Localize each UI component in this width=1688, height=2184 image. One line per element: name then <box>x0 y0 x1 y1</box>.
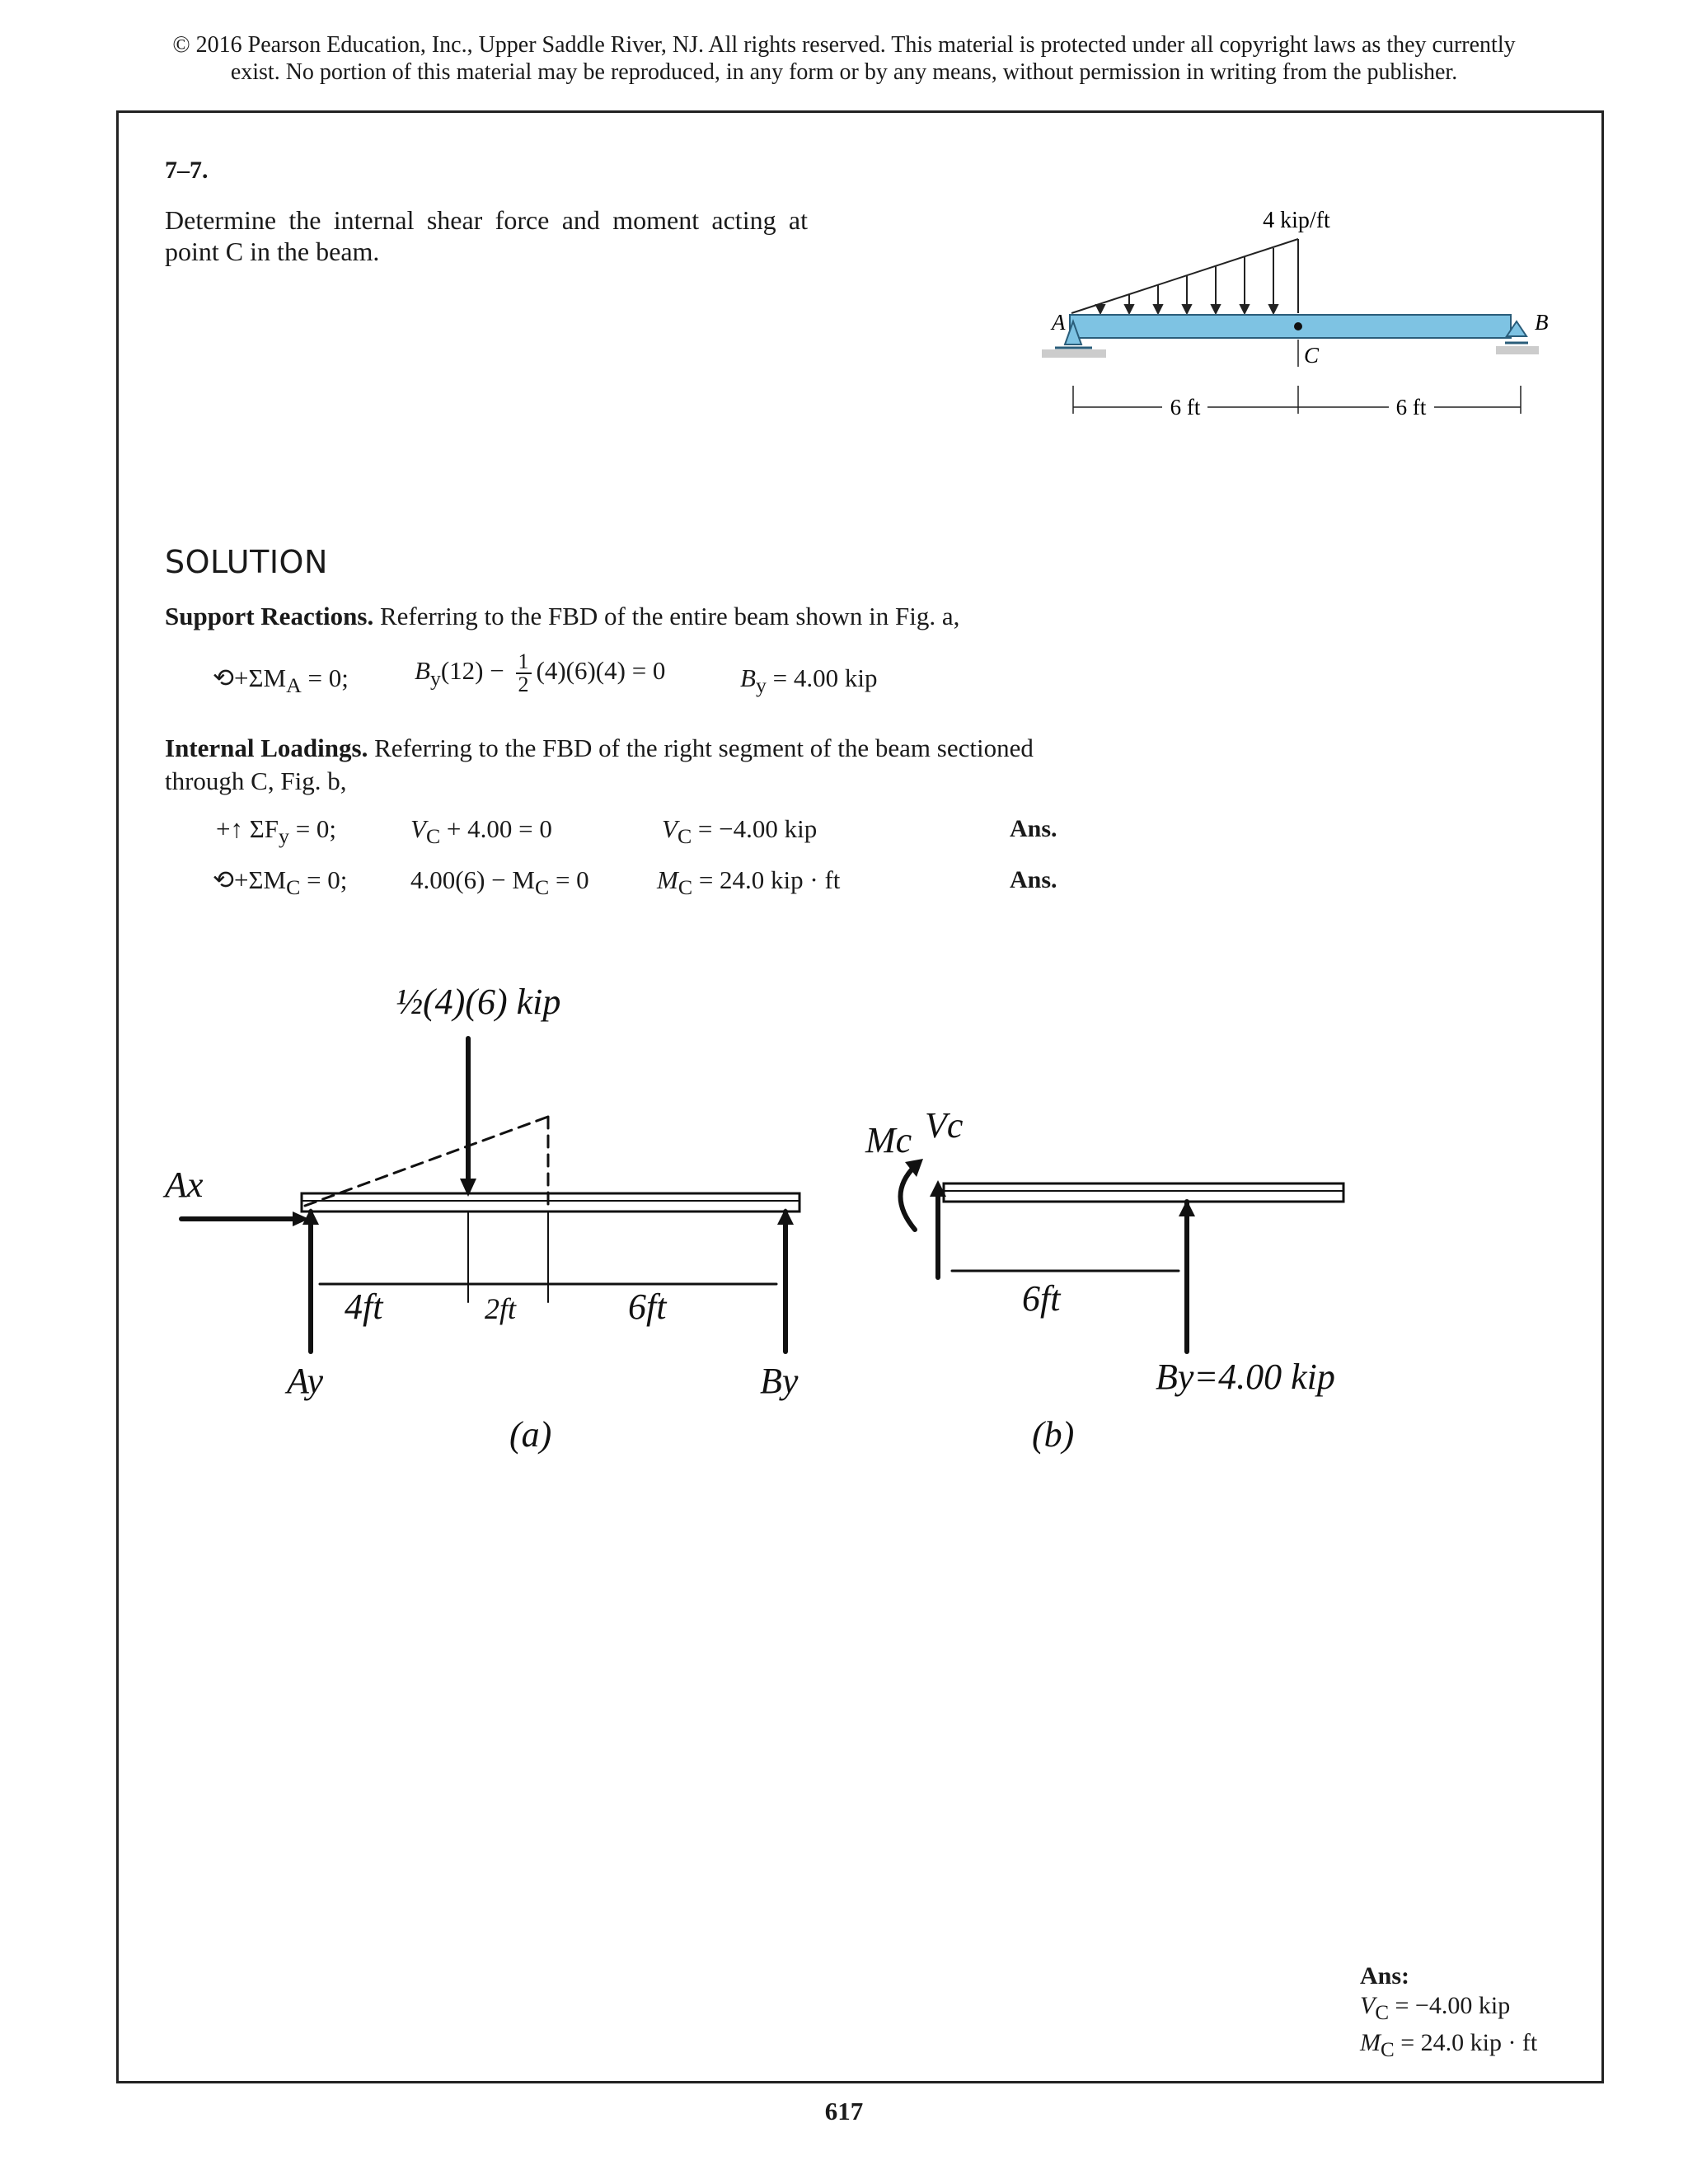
by-label-a: By <box>760 1361 799 1401</box>
internal-loadings-title: Internal Loadings. <box>165 733 368 762</box>
dim-6ft-b: 6ft <box>1022 1278 1061 1319</box>
label-c: C <box>1304 343 1320 368</box>
ground-a <box>1042 349 1106 358</box>
point-c-marker <box>1294 322 1302 330</box>
caption-b: (b) <box>1032 1414 1075 1455</box>
load-envelope <box>1071 239 1298 313</box>
answer-mc: $M_C = 24.0$ kip · ft <box>1360 2029 1538 2061</box>
equation-mc-body: $4.00(6) - M_C = 0$ <box>410 865 589 900</box>
internal-loadings-paragraph <box>165 732 1080 798</box>
mc-label: Mc <box>865 1120 912 1160</box>
eq1-body-c: (4)(6)(4) = 0 <box>536 656 666 686</box>
copyright-line-2: exist. No portion of this material may be reproduced, in any form or by any means, without permission in writing from the publisher. <box>230 59 1458 85</box>
dimension-line <box>1073 386 1521 414</box>
support-reactions-title: Support Reactions. <box>165 602 374 630</box>
ans-label-2: Ans. <box>1010 866 1057 893</box>
mc-moment-arrow <box>901 1166 916 1230</box>
eq1-body-b: (12) − <box>440 656 504 686</box>
ay-label: Ay <box>287 1361 323 1401</box>
equation-by-result: $B_y = 4.00$ kip <box>740 663 878 698</box>
equation-fy-body: $V_C + 4.00 = 0$ <box>410 814 552 849</box>
equation-vc-result: $V_C = -4.00$ kip <box>662 814 818 849</box>
problem-statement: Determine the internal shear force and moment acting at point C in the beam. <box>165 205 808 266</box>
dim-6ft-a: 6ft <box>628 1286 667 1327</box>
support-reactions-text: Referring to the FBD of the entire beam shown in Fig. a, <box>373 602 960 630</box>
vc-label: Vc <box>925 1105 964 1146</box>
dim-2ft: 2ft <box>485 1292 517 1325</box>
resultant-force-label: ½(4)(6) kip <box>396 982 561 1022</box>
fraction-one-half: $\frac{1}{2}$ <box>516 651 532 696</box>
label-a: A <box>1052 310 1066 335</box>
equation-moment-a <box>213 663 349 698</box>
dim-4ft: 4ft <box>345 1286 383 1327</box>
copyright-line-1: © 2016 Pearson Education, Inc., Upper Saddle River, NJ. All rights reserved. This material is protected under all copyright laws as they currently <box>172 32 1516 58</box>
load-arrows <box>1096 248 1278 313</box>
caption-a: (a) <box>509 1414 552 1455</box>
answer-box <box>1360 1961 1537 2065</box>
eq1-lhs: ⟲+ΣM <box>213 663 287 692</box>
equation-sum-fy: +↑ $\Sigma F_y = 0$; <box>216 814 337 849</box>
internal-loadings-text: Referring to the FBD of the right segment of the beam sectioned through C, Fig. b, <box>165 733 1034 795</box>
equation-moment-a-body <box>415 651 665 696</box>
ground-b <box>1496 346 1539 354</box>
problem-number: 7–7. <box>165 157 209 184</box>
page-number: 617 <box>824 2097 864 2125</box>
problem-figure <box>1022 198 1566 429</box>
eq1-sub: A <box>286 673 302 698</box>
answer-vc: $V_C = -4.00$ kip <box>1360 1992 1511 2024</box>
ax-label: Ax <box>165 1165 204 1205</box>
eq1-body-a: B <box>415 656 430 686</box>
free-body-diagrams <box>148 972 1434 1483</box>
dim-right: 6 ft <box>1395 395 1427 419</box>
ans-label-1: Ans. <box>1010 815 1057 842</box>
eq1-body-a-sub: y <box>429 666 441 691</box>
beam <box>1070 315 1511 338</box>
equation-moment-c: $⟲+\Sigma M_C = 0$; <box>213 865 348 900</box>
answer-title: Ans: <box>1360 1962 1410 1990</box>
support-reactions-paragraph <box>165 600 1080 633</box>
copyright-notice <box>0 31 1688 86</box>
load-label: 4 kip/ft <box>1263 208 1330 233</box>
eq1-zero: = 0; <box>307 663 349 692</box>
fbd-b-beam <box>944 1183 1343 1202</box>
equation-mc-result: $M_C = 24.0$ kip · ft <box>657 865 841 900</box>
label-b: B <box>1535 310 1549 335</box>
dim-left: 6 ft <box>1170 395 1201 419</box>
fbd-a-beam <box>302 1193 799 1212</box>
by-value-label: By=4.00 kip <box>1156 1357 1335 1397</box>
solution-heading: SOLUTION <box>165 544 328 580</box>
